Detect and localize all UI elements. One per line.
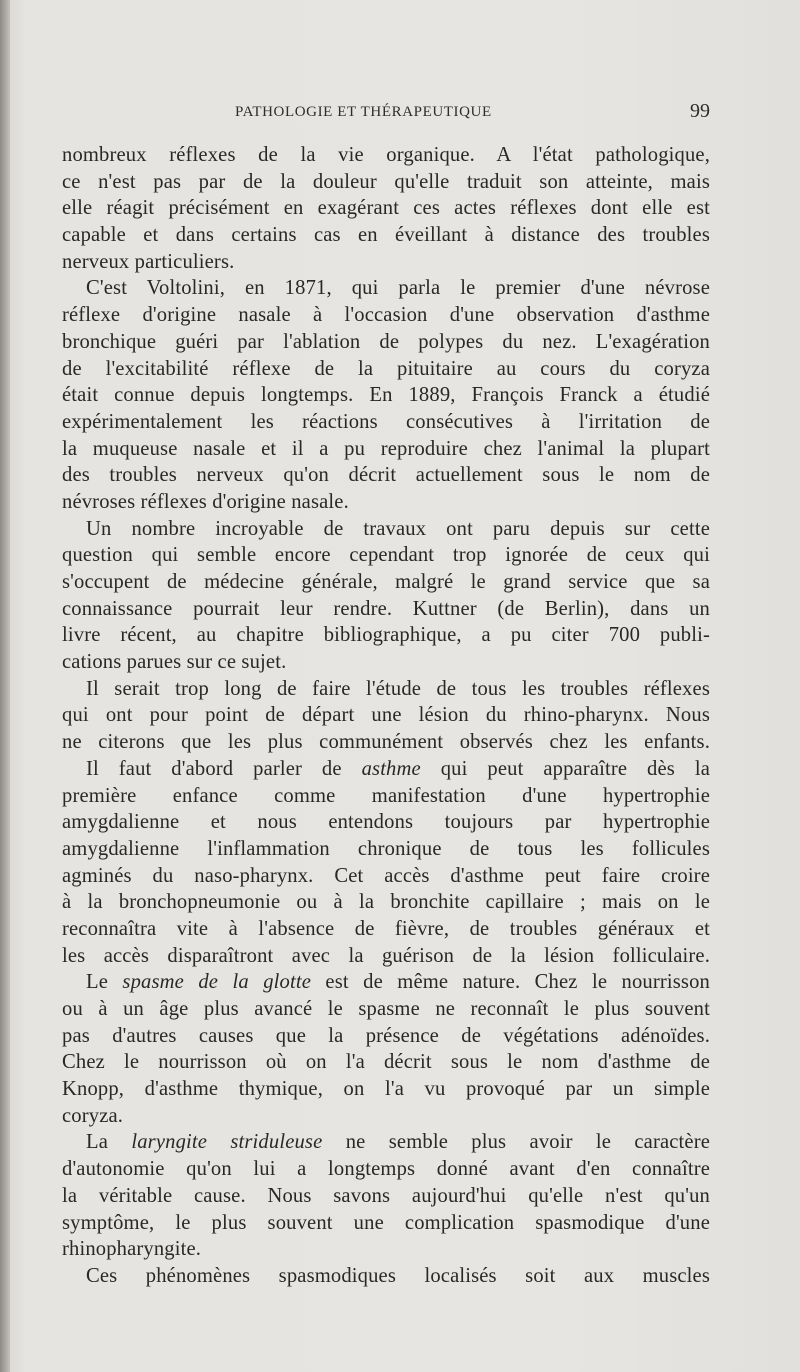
running-title: PATHOLOGIE ET THÉRAPEUTIQUE (235, 104, 492, 120)
text-line: C'est Voltolini, en 1871, qui parla le premier d'une névrose (86, 277, 710, 300)
text-line: des troubles nerveux qu'on décrit actuellement sous le nom de (62, 464, 710, 487)
text-line: à la bronchopneumonie ou à la bronchite capillaire ; mais on le (62, 891, 710, 914)
text-line: cations parues sur ce sujet. (62, 651, 287, 674)
text-line: pas d'autres causes que la présence de végétations adénoïdes. (62, 1024, 710, 1047)
text-line: nerveux particuliers. (62, 250, 235, 273)
text-segment: Il faut d'abord parler de (86, 757, 362, 780)
text-line: d'autonomie qu'on lui a longtemps donné avant d'en connaître (62, 1158, 710, 1181)
text-line: qui ont pour point de départ une lésion du rhino-pharynx. Nous (62, 704, 710, 727)
text-line: la muqueuse nasale et il a pu reproduire chez l'animal la plupart (62, 437, 710, 460)
text-line: capable et dans certains cas en éveillant à distance des troubles (62, 224, 710, 247)
body-text (62, 142, 710, 1290)
text-line: la véritable cause. Nous savons aujourd'hui qu'elle n'est qu'un (62, 1184, 710, 1207)
text-line: expérimentalement les réactions consécutives à l'irritation de (62, 410, 710, 433)
text-line: première enfance comme manifestation d'une hypertrophie (62, 784, 710, 807)
term-asthme (362, 758, 421, 780)
text-line: question qui semble encore cependant trop ignorée de ceux qui (62, 544, 710, 567)
text-segment: qui peut apparaître dès la (420, 757, 710, 780)
text-line: ou à un âge plus avancé le spasme ne reconnaît le plus souvent (62, 998, 710, 1020)
text-line: coryza. (62, 1104, 124, 1127)
text-line: rhinopharyngite. (62, 1238, 202, 1261)
text-segment: est de même nature. Chez le nourrisson (311, 971, 710, 994)
text-line: amygdalienne et nous entendons toujours par hypertrophie (62, 811, 710, 834)
text-line: Il serait trop long de faire l'étude de tous les troubles réflexes (86, 677, 710, 700)
text-line (62, 756, 710, 783)
running-head (60, 100, 710, 130)
text-line: Un nombre incroyable de travaux ont paru depuis sur cette (86, 517, 710, 540)
text-line: bronchique guéri par l'ablation de polypes du nez. L'exagération (62, 330, 710, 353)
text-line: s'occupent de médecine générale, malgré le grand service que sa (62, 571, 710, 593)
text-segment: ne semble plus avoir le caractère (322, 1131, 711, 1154)
text-line: de l'excitabilité réflexe de la pituitaire au cours du coryza (62, 357, 710, 380)
term-spasme-de-la-glotte: spasme de la glotte (122, 971, 312, 994)
text-line (62, 1129, 710, 1156)
text-line: reconnaîtra vite à l'absence de fièvre, de troubles généraux et (62, 917, 710, 940)
text-line (62, 969, 710, 996)
text-line: ce n'est pas par de la douleur qu'elle traduit son atteinte, mais (62, 170, 710, 193)
text-line: livre récent, au chapitre bibliographique, a pu citer 700 publi- (62, 624, 710, 647)
text-line: amygdalienne l'inflammation chronique de tous les follicules (62, 837, 710, 860)
text-line: réflexe d'origine nasale à l'occasion d'une observation d'asthme (62, 304, 710, 327)
text-line: ne citerons que les plus communément observés chez les enfants. (62, 731, 710, 754)
text-line: névroses réflexes d'origine nasale. (62, 490, 349, 513)
text-line: Knopp, d'asthme thymique, on l'a vu provoqué par un simple (62, 1078, 710, 1101)
text-line: Ces phénomènes spasmodiques localisés soit aux muscles (86, 1264, 710, 1287)
text-segment: La (86, 1131, 132, 1154)
text-segment: Le (86, 971, 123, 994)
term-text: asthme (361, 757, 421, 780)
text-line: Chez le nourrisson où on l'a décrit sous le nom d'asthme de (62, 1051, 710, 1074)
text-line: symptôme, le plus souvent une complication spasmodique d'une (62, 1211, 710, 1234)
text-line: les accès disparaîtront avec la guérison de la lésion folliculaire. (62, 944, 710, 967)
text-line: connaissance pourrait leur rendre. Kuttner (de Berlin), dans un (62, 597, 710, 620)
book-spine-shadow (0, 0, 10, 1372)
term-laryngite-striduleuse: laryngite striduleuse (131, 1131, 323, 1154)
text-line: nombreux réflexes de la vie organique. A l'état pathologique, (62, 144, 710, 166)
text-line: était connue depuis longtemps. En 1889, François Franck a étudié (62, 384, 710, 407)
text-line: agminés du naso-pharynx. Cet accès d'asthme peut faire croire (62, 864, 710, 887)
text-line: elle réagit précisément en exagérant ces actes réflexes dont elle est (62, 197, 710, 220)
page-number: 99 (690, 100, 710, 122)
